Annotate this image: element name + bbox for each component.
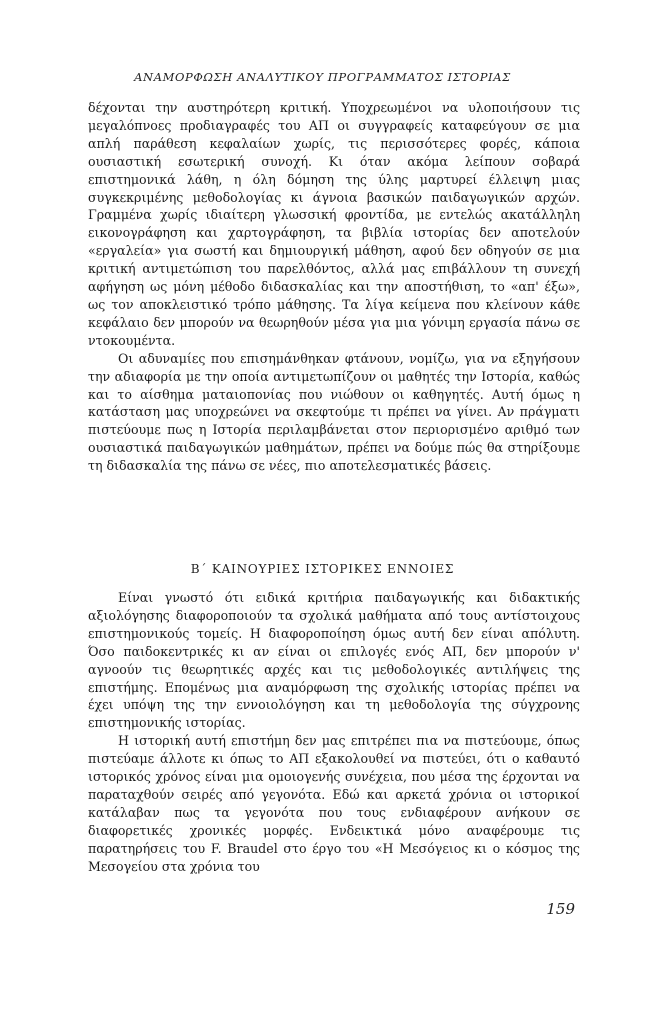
paragraph: Η ιστορική αυτή επιστήμη δεν μας επιτρέπει πια να πιστεύουμε, όπως πιστεύαμε άλλοτε κι όπως το ΑΠ εξακολουθεί να πιστεύει, ότι ο καθαυτό ιστορικός χρόνος είναι μια ομοιογενής συνέχεια, που μέσα της έρχονται να παραταχθούν σειρές από γεγονότα. Εδώ και αρκετά χρόνια οι ιστορικοί κατάλαβαν πως τα γεγονότα που τους ενδιαφέρουν ανήκουν σε διαφορετικές χρονικές μορφές. Ενδεικτικά μόνο αναφέρουμε τις παρατηρήσεις του F. Braudel στο έργο του «Η Μεσόγειος κι ο κόσμος της Μεσογείου στα χρόνια του <box>88 733 580 874</box>
paragraph: δέχονται την αυστηρότερη κριτική. Υποχρεωμένοι να υλοποιήσουν τις μεγαλόπνοες προδιαγραφές του ΑΠ οι συγγραφείς καταφεύγουν σε μια απλή παράθεση κεφαλαίων χωρίς, τις περισσότερες φορές, κάποια ουσιαστική εσωτερική συνοχή. Κι όταν ακόμα λείπουν σοβαρά επιστημονικά λάθη, η όλη δόμηση της ύλης μαρτυρεί έλλειψη μιας συγκεκριμένης μεθοδολογίας κι άγνοια βασικών παιδαγωγικών αρχών. Γραμμένα χωρίς ιδιαίτερη γλωσσική φροντίδα, με εντελώς ακατάλληλη εικονογράφηση και χαρτογράφηση, τα βιβλία ιστορίας δεν αποτελούν «εργαλεία» για σωστή και δημιουργική μάθηση, αφού δεν οδηγούν σε μια κριτική αντιμετώπιση του παρελθόντος, αλλά μας επιβάλλουν τη συνεχή αφήγηση ως μόνη μέθοδο διδασκαλίας και την αποστήθιση, το «απ' έξω», ως τον αποκλειστικό τρόπο μάθησης. Τα λίγα κείμενα που κλείνουν κάθε κεφάλαιο δεν μπορούν να θεωρηθούν μέσα για μια γόνιμη εργασία πάνω σε ντοκουμέντα. <box>88 100 580 348</box>
page-number: 159 <box>546 900 575 918</box>
running-head: ΑΝΑΜΟΡΦΩΣΗ ΑΝΑΛΥΤΙΚΟΥ ΠΡΟΓΡΑΜΜΑΤΟΣ ΙΣΤΟΡΙΑΣ <box>134 70 511 84</box>
text-block-bottom <box>88 589 580 876</box>
section-heading: Β΄ ΚΑΙΝΟΥΡΙΕΣ ΙΣΤΟΡΙΚΕΣ ΕΝΝΟΙΕΣ <box>190 562 455 576</box>
text-block-top <box>88 99 580 475</box>
paragraph: Είναι γνωστό ότι ειδικά κριτήρια παιδαγωγικής και διδακτικής αξιολόγησης διαφοροποιούν τα σχολικά μαθήματα από τους αντίστοιχους επιστημονικούς τομείς. Η διαφοροποίηση όμως αυτή δεν είναι απόλυτη. Όσο παιδοκεντρικές κι αν είναι οι επιλογές ενός ΑΠ, δεν μπορούν ν' αγνοούν τις θεωρητικές αρχές και τις μεθοδολογικές αντιλήψεις της επιστήμης. Επομένως μια αναμόρφωση της σχολικής ιστορίας πρέπει να έχει υπόψη της την εννοιολόγηση και τη μεθοδολογία της σύγχρονης επιστημονικής ιστορίας. <box>88 590 580 731</box>
paragraph: Οι αδυναμίες που επισημάνθηκαν φτάνουν, νομίζω, για να εξηγήσουν την αδιαφορία με την οποία αντιμετωπίζουν οι μαθητές την Ιστορία, καθώς και το αίσθημα ματαιοπονίας που νιώθουν οι καθηγητές. Αυτή όμως η κατάσταση μας υποχρεώνει να σκεφτούμε τι πρέπει να γίνει. Αν πράγματι πιστεύουμε πως η Ιστορία περιλαμβάνεται στον περιορισμένο αριθμό των ουσιαστικά παιδαγωγικών μαθημάτων, πρέπει να δούμε πώς θα στηρίξουμε τη διδασκαλία της πάνω σε νέες, πιο αποτελεσματικές βάσεις. <box>88 350 580 474</box>
